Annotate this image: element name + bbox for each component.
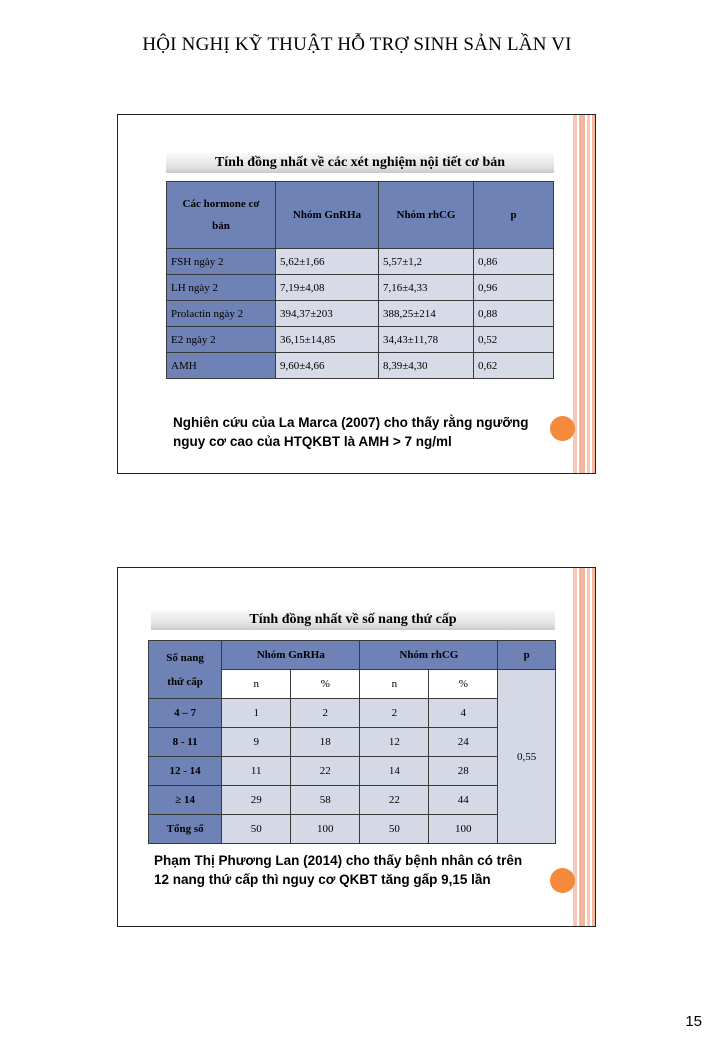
cell: 5,62±1,66	[276, 249, 379, 275]
row-label: FSH ngày 2	[167, 249, 276, 275]
row-label: 8 - 11	[149, 728, 222, 757]
decorative-stripes	[573, 115, 595, 473]
orange-bullet-icon	[550, 868, 575, 893]
hormone-table	[166, 181, 554, 379]
cell: 24	[429, 728, 498, 757]
cell: 1	[222, 699, 291, 728]
orange-bullet-icon	[550, 416, 575, 441]
cell: 44	[429, 786, 498, 815]
table-row	[167, 327, 554, 353]
caption-line: 12 nang thứ cấp thì nguy cơ QKBT tăng gấp 9,15 lần	[154, 872, 491, 887]
cell: 394,37±203	[276, 301, 379, 327]
row-label: E2 ngày 2	[167, 327, 276, 353]
cell: 29	[222, 786, 291, 815]
caption-line: Phạm Thị Phương Lan (2014) cho thấy bệnh nhân có trên	[154, 853, 523, 868]
follicle-table	[148, 640, 556, 844]
table-row	[149, 728, 556, 757]
header-line: thứ cấp	[167, 675, 203, 688]
decorative-stripes	[573, 568, 595, 926]
cell: 0,52	[474, 327, 554, 353]
cell: 18	[291, 728, 360, 757]
caption-line: Nghiên cứu của La Marca (2007) cho thấy rằng ngưỡng	[173, 415, 529, 430]
table-header-row	[167, 182, 554, 249]
cell: 388,25±214	[379, 301, 474, 327]
sub-header: n	[222, 670, 291, 699]
header-line: Số nang	[166, 651, 204, 664]
cell: 50	[360, 815, 429, 844]
slide-caption	[173, 413, 557, 451]
row-label: Prolactin ngày 2	[167, 301, 276, 327]
cell: 100	[429, 815, 498, 844]
row-label: AMH	[167, 353, 276, 379]
row-label: Tổng số	[149, 815, 222, 844]
slide-caption	[154, 851, 558, 889]
cell: 22	[360, 786, 429, 815]
cell: 11	[222, 757, 291, 786]
page-number: 15	[685, 1013, 702, 1030]
cell: 0,62	[474, 353, 554, 379]
p-value-cell: 0,55	[498, 670, 556, 844]
table-row	[167, 353, 554, 379]
cell: 36,15±14,85	[276, 327, 379, 353]
col-header-follicle	[149, 641, 222, 699]
cell: 5,57±1,2	[379, 249, 474, 275]
slide-title: Tính đồng nhất về số nang thứ cấp	[151, 610, 555, 630]
col-header-rhcg: Nhóm rhCG	[379, 182, 474, 249]
cell: 58	[291, 786, 360, 815]
cell: 28	[429, 757, 498, 786]
cell: 22	[291, 757, 360, 786]
cell: 9	[222, 728, 291, 757]
sub-header: %	[291, 670, 360, 699]
table-row	[149, 757, 556, 786]
cell: 8,39±4,30	[379, 353, 474, 379]
col-header-p: p	[498, 641, 556, 670]
table-row	[167, 275, 554, 301]
table-row	[149, 786, 556, 815]
row-label: LH ngày 2	[167, 275, 276, 301]
sub-header: %	[429, 670, 498, 699]
cell: 7,19±4,08	[276, 275, 379, 301]
slide-title: Tính đồng nhất về các xét nghiệm nội tiết cơ bản	[166, 153, 554, 173]
cell: 14	[360, 757, 429, 786]
cell: 4	[429, 699, 498, 728]
slide-follicle-count	[117, 567, 596, 927]
table-row	[149, 699, 556, 728]
cell: 0,88	[474, 301, 554, 327]
col-header-hormone: Các hormone cơ bản	[167, 182, 276, 249]
table-row	[149, 815, 556, 844]
row-label: 12 - 14	[149, 757, 222, 786]
table-row	[167, 301, 554, 327]
col-header-rhcg: Nhóm rhCG	[360, 641, 498, 670]
caption-line: nguy cơ cao của HTQKBT là AMH > 7 ng/ml	[173, 434, 452, 449]
cell: 2	[291, 699, 360, 728]
row-label: ≥ 14	[149, 786, 222, 815]
sub-header: n	[360, 670, 429, 699]
col-header-gnrha: Nhóm GnRHa	[276, 182, 379, 249]
row-label: 4 – 7	[149, 699, 222, 728]
table-row	[167, 249, 554, 275]
cell: 34,43±11,78	[379, 327, 474, 353]
slide-hormone-tests	[117, 114, 596, 474]
col-header-gnrha: Nhóm GnRHa	[222, 641, 360, 670]
cell: 100	[291, 815, 360, 844]
cell: 7,16±4,33	[379, 275, 474, 301]
table-header-row	[149, 641, 556, 670]
cell: 12	[360, 728, 429, 757]
cell: 0,96	[474, 275, 554, 301]
col-header-p: p	[474, 182, 554, 249]
cell: 2	[360, 699, 429, 728]
page-header: HỘI NGHỊ KỸ THUẬT HỖ TRỢ SINH SẢN LẦN VI	[142, 34, 572, 55]
cell: 9,60±4,66	[276, 353, 379, 379]
cell: 50	[222, 815, 291, 844]
cell: 0,86	[474, 249, 554, 275]
